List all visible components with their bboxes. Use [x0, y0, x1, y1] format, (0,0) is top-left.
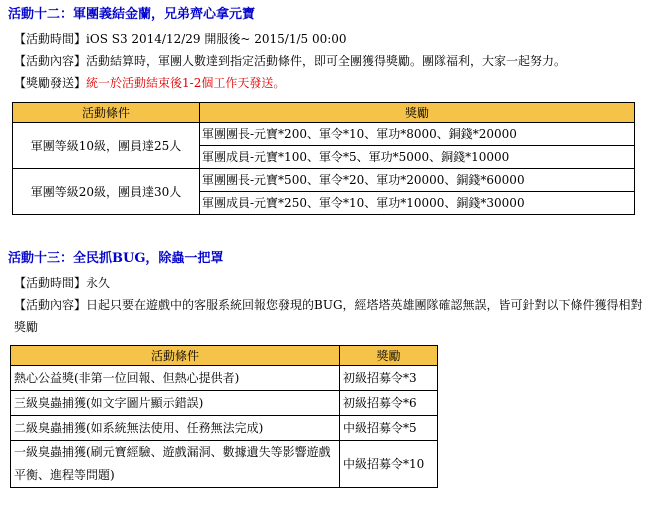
event12-time	[0, 28, 667, 50]
event12-table	[12, 102, 635, 215]
reward-cell: 中級招募令*10	[340, 441, 438, 488]
event13-content-label: 【活動內容】	[14, 298, 87, 312]
table-row	[11, 441, 438, 488]
event12-reward-label: 【獎勵發送】	[14, 76, 87, 90]
event13-content-value: 日起只要在遊戲中的客服系統回報您發現的BUG，經塔塔英雄團隊確認無誤，皆可針對以下條件獲得相對獎勵	[14, 298, 643, 334]
reward-line: 軍團成員-元寶*100、軍令*5、軍功*5000、銅錢*10000	[202, 150, 510, 164]
event13-time	[0, 272, 667, 294]
event12-reward	[0, 72, 667, 94]
reward-line: 軍團團長-元寶*500、軍令*20、軍功*20000、銅錢*60000	[200, 169, 634, 192]
reward-cell	[200, 123, 635, 169]
reward-cell: 初級招募令*6	[340, 391, 438, 416]
reward-cell: 初級招募令*3	[340, 366, 438, 391]
event13-table	[10, 345, 438, 488]
condition-cell: 軍團等級10級，團員達25人	[13, 123, 200, 169]
table-row	[11, 366, 438, 391]
condition-cell: 三級臭蟲捕獲(如文字圖片顯示錯誤)	[11, 391, 340, 416]
table-header: 活動條件	[13, 103, 200, 123]
table-row	[11, 416, 438, 441]
event12-section	[0, 6, 667, 94]
event12-content-label: 【活動內容】	[14, 54, 87, 68]
event13-section	[0, 250, 667, 338]
table-header: 獎勵	[200, 103, 635, 123]
reward-cell: 中級招募令*5	[340, 416, 438, 441]
event12-content	[0, 50, 667, 72]
event13-time-label: 【活動時間】	[14, 276, 87, 290]
table-row	[13, 123, 635, 169]
reward-cell	[200, 169, 635, 215]
event12-content-value: 活動結算時，軍團人數達到指定活動條件，即可全團獲得獎勵。團隊福利，大家一起努力。	[86, 54, 567, 68]
condition-cell: 一級臭蟲捕獲(刷元寶經驗、遊戲漏洞、數據遺失等影響遊戲平衡、進程等問題)	[11, 441, 340, 488]
event13-title: 活動十三：全民抓BUG，除蟲一把罩	[8, 251, 224, 266]
condition-cell: 軍團等級20級，團員達30人	[13, 169, 200, 215]
event13-time-value: 永久	[86, 276, 111, 290]
event13-content	[0, 294, 654, 338]
table-header: 活動條件	[11, 346, 340, 366]
event12-time-label: 【活動時間】	[14, 32, 87, 46]
event12-title: 活動十二：軍團義結金蘭，兄弟齊心拿元寶	[8, 7, 256, 22]
event12-time-value: iOS S3 2014/12/29 開服後~ 2015/1/5 00:00	[86, 32, 347, 46]
condition-cell: 熱心公益獎(非第一位回報、但熱心提供者)	[11, 366, 340, 391]
table-row	[11, 391, 438, 416]
table-row	[13, 169, 635, 215]
event12-reward-value: 統一於活動結束後1-2個工作天發送。	[86, 76, 286, 90]
table-header: 獎勵	[340, 346, 438, 366]
reward-line: 軍團成員-元寶*250、軍令*10、軍功*10000、銅錢*30000	[202, 196, 525, 210]
reward-line: 軍團團長-元寶*200、軍令*10、軍功*8000、銅錢*20000	[200, 123, 634, 146]
condition-cell: 二級臭蟲捕獲(如系統無法使用、任務無法完成)	[11, 416, 340, 441]
